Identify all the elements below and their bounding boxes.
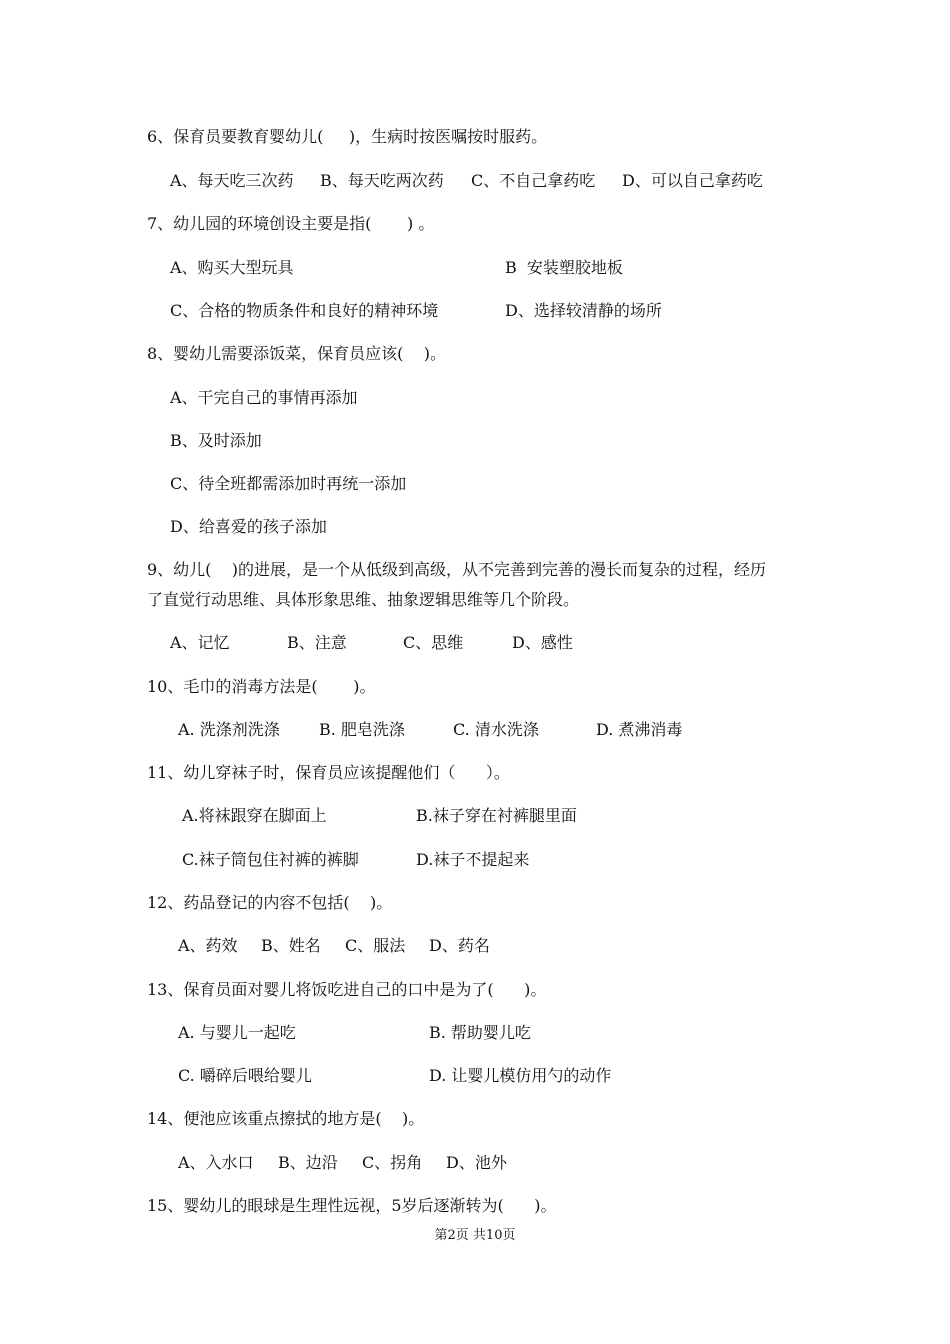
question-14-option-a: A、入水口 (178, 1153, 254, 1172)
question-7-option-a: A、购买大型玩具 (170, 258, 294, 277)
question-9-stem-line-1: 9、幼儿( )的进展，是一个从低级到高级，从不完善到完善的漫长而复杂的过程，经历 (147, 560, 767, 579)
question-10-stem: 10、毛巾的消毒方法是( )。 (147, 677, 376, 696)
question-10-option-b: B. 肥皂洗涤 (319, 720, 405, 739)
question-8-option-a: A、干完自己的事情再添加 (170, 388, 358, 407)
question-7-option-d: D、选择较清静的场所 (505, 301, 662, 320)
question-12-option-b: B、姓名 (261, 936, 321, 955)
question-12-option-c: C、服法 (345, 936, 406, 955)
question-11-option-b: B.袜子穿在衬裤腿里面 (416, 806, 577, 825)
question-9-option-b: B、注意 (287, 633, 347, 652)
question-11-option-c: C.袜子筒包住衬裤的裤脚 (182, 850, 359, 869)
question-13-option-c: C. 嚼碎后喂给婴儿 (178, 1066, 312, 1085)
question-12-option-d: D、药名 (429, 936, 490, 955)
question-12-option-a: A、药效 (178, 936, 238, 955)
question-6-option-a: A、每天吃三次药 (170, 171, 294, 190)
question-9-option-a: A、记忆 (170, 633, 230, 652)
question-6-option-d: D、可以自己拿药吃 (622, 171, 763, 190)
question-13-option-d: D. 让婴儿模仿用勺的动作 (429, 1066, 612, 1085)
question-12-stem: 12、药品登记的内容不包括( )。 (147, 893, 393, 912)
question-8-option-b: B、及时添加 (170, 431, 262, 450)
question-13-option-b: B. 帮助婴儿吃 (429, 1023, 531, 1042)
question-6-option-c: C、不自己拿药吃 (471, 171, 596, 190)
question-13-option-a: A. 与婴儿一起吃 (178, 1023, 296, 1042)
question-7-option-c: C、合格的物质条件和良好的精神环境 (170, 301, 439, 320)
page-footer: 第2页 共10页 (434, 1228, 516, 1243)
question-10-option-c: C. 清水洗涤 (453, 720, 539, 739)
question-11-option-d: D.袜子不提起来 (416, 850, 530, 869)
question-9-option-c: C、思维 (403, 633, 464, 652)
question-7-option-b: B 安装塑胶地板 (505, 258, 623, 277)
question-14-stem: 14、便池应该重点擦拭的地方是( )。 (147, 1109, 425, 1128)
question-13-stem: 13、保育员面对婴儿将饭吃进自己的口中是为了( )。 (147, 980, 547, 999)
question-14-option-b: B、边沿 (278, 1153, 338, 1172)
question-6-option-b: B、每天吃两次药 (320, 171, 444, 190)
question-7-stem: 7、幼儿园的环境创设主要是指( ) 。 (147, 214, 435, 233)
question-14-option-d: D、池外 (446, 1153, 507, 1172)
question-14-option-c: C、拐角 (362, 1153, 423, 1172)
question-8-option-d: D、给喜爱的孩子添加 (170, 517, 327, 536)
question-8-stem: 8、婴幼儿需要添饭菜，保育员应该( )。 (147, 344, 447, 363)
question-9-option-d: D、感性 (512, 633, 573, 652)
question-6-stem: 6、保育员要教育婴幼儿( )，生病时按医嘱按时服药。 (147, 127, 548, 146)
question-10-option-d: D. 煮沸消毒 (596, 720, 683, 739)
question-15-stem: 15、婴幼儿的眼球是生理性远视，5岁后逐渐转为( )。 (147, 1196, 557, 1215)
question-10-option-a: A. 洗涤剂洗涤 (178, 720, 280, 739)
question-11-stem: 11、幼儿穿袜子时，保育员应该提醒他们（ ）。 (147, 763, 510, 782)
question-9-stem-line-2: 了直觉行动思维、具体形象思维、抽象逻辑思维等几个阶段。 (147, 590, 580, 609)
question-11-option-a: A.将袜跟穿在脚面上 (182, 806, 327, 825)
question-8-option-c: C、待全班都需添加时再统一添加 (170, 474, 407, 493)
